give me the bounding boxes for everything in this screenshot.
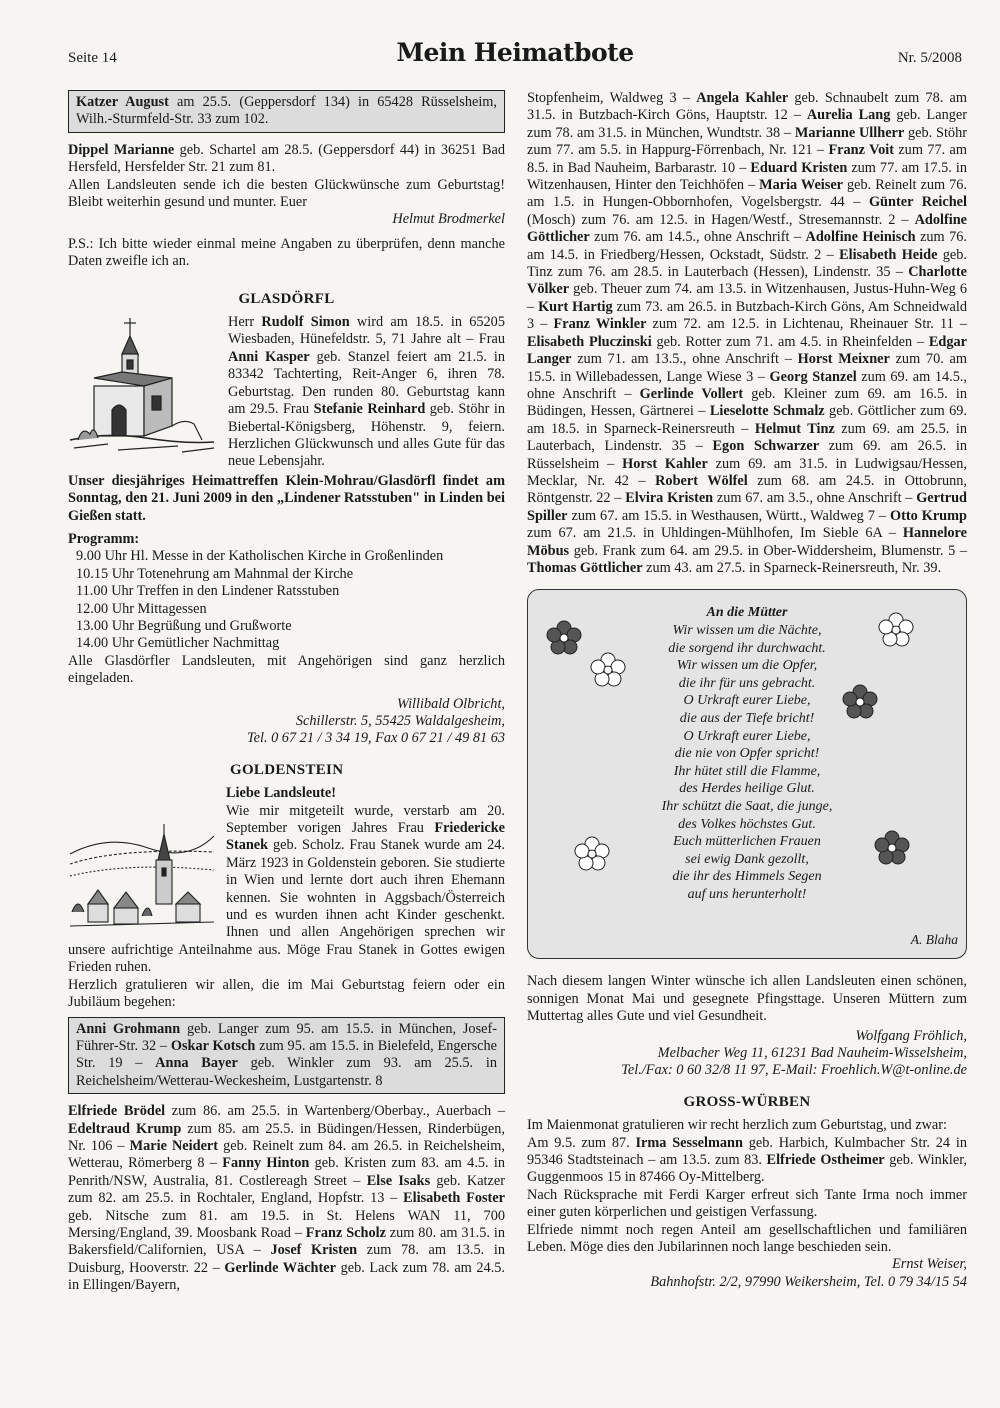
poem-line: Ihr schützt die Saat, die junge, [661, 798, 833, 814]
entry-text: geb. Kristen zum 83. am 4.5. in Penrith/NSW, Australia, 81. Costlereagh Street – [68, 1155, 506, 1189]
invite-text: Alle Glasdörfler Landsleuten, mit Angehörigen sind ganz herzlich eingeladen. [68, 652, 505, 687]
birthday-entry [68, 142, 505, 177]
poem-line: die ihr für uns gebracht. [678, 675, 816, 691]
program-item: 12.00 Uhr Mittagessen [76, 600, 207, 617]
person-name: Edeltraud Krump [68, 1120, 182, 1137]
entry-text: geb. Rotter zum 71. am 4.5. in Rheinfelden – [651, 333, 929, 350]
town-illustration [68, 804, 216, 934]
entry-text: zum 70. am 15.5. in Willebadessen, Lange Wiese 3 – [527, 351, 967, 385]
poem-box [527, 589, 967, 959]
poem [528, 604, 966, 903]
person-name: Adolfine Göttlicher [527, 211, 967, 246]
poem-author: A. Blaha [910, 931, 958, 947]
entry-text: geb. Winkler zum 93. am 25.5. in Reichelsheim/Wetterau-Weckesheim, Lustgartenstr. 8 [76, 1055, 497, 1089]
entry-text: zum 77. am 8.5. in Bad Nauheim, Barbarastr. 10 – [527, 142, 968, 176]
person-name: Irma Sesselmann [635, 1134, 743, 1151]
person-name: Anni Kasper [228, 348, 310, 365]
entry-text: geb. Reinelt zum 76. am 1.5. in Hungen-Obbornhofen, Vogelsbergstr. 44 – [527, 177, 967, 211]
person-name: Gerlinde Vollert [639, 385, 744, 402]
entry-text: geb. Katzer zum 82. am 25.5. in Rochtaler, England, Hopfstr. 13 – [68, 1172, 505, 1207]
entry-text: geb. Scholz. Frau Stanek wurde am 24. März 1923 in Goldenstein geboren. Sie studierte in Wien und lernte dort auch ihren Ehemann kennen. Sie wohnten in Aggsbach/Österreich und es wurden ihnen acht Kinder geschenkt. Ihnen und allen Angehörigen sprechen wir unsere aufrichtige Anteilnahme aus. Möge Frau Stanek in Gottes ewigen Frieden ruhen. [68, 837, 505, 976]
poem-line: die sorgend ihr durchwacht. [668, 640, 826, 656]
person-name: Günter Reichel [868, 194, 967, 211]
entry-text: geb. Reinelt zum 84. am 26.5. in Reichelsheim, Wetterau, Römerberg 8 – [68, 1137, 505, 1172]
person-name: Elisabeth Heide [839, 246, 938, 263]
entry-text: geb. Schartel am 28.5. (Geppersdorf 44) in 36251 Bad Hersfeld, Hersfelder Str. 21 zum 81. [68, 141, 505, 176]
entry-text: zum 67. am 3.5., ohne Anschrift – [713, 490, 917, 507]
right-column [527, 90, 967, 1291]
entry-text: geb. Theuer zum 74. am 13.5. in Witzenhausen, Justus-Huhn-Weg 6 – [527, 281, 967, 315]
poem-line: Ihr hütet still die Flamme, [673, 763, 821, 779]
person-name: Georg Stanzel [769, 368, 857, 385]
person-name: Charlotte Völker [527, 264, 967, 298]
person-name: Marianne Ullherr [794, 124, 905, 141]
person-name: Gertrud Spiller [527, 490, 968, 524]
entry-text: zum 76. am 14.5., ohne Anschrift – [589, 229, 806, 246]
program-item: 13.00 Uhr Begrüßung und Grußworte [76, 617, 292, 634]
program-item: 11.00 Uhr Treffen in den Lindener Ratsstuben [76, 583, 340, 600]
birthday-list [527, 90, 967, 577]
person-name: Gerlinde Wächter [224, 1259, 336, 1276]
entry-text: zum 80. am 31.5. in Bakersfield/Californien, USA – [68, 1224, 505, 1259]
person-name: Fanny Hinton [222, 1155, 310, 1172]
person-name: Friedericke Stanek [226, 820, 505, 854]
page-header [68, 38, 962, 74]
program-title: Programm: [68, 530, 140, 547]
entry-text: Am 9.5. zum 87. [527, 1134, 636, 1151]
entry-text: geb. Langer zum 78. am 31.5. in München, Wundtstr. 38 – [527, 107, 967, 141]
entry-text: zum 95. am 15.5. in Bielefeld, Engersche Str. 19 – [76, 1037, 498, 1072]
highlight-box-katzer [68, 90, 505, 133]
entry-text: Stopfenheim, Waldweg 3 – [527, 90, 697, 106]
entry-text: geb. Tinz zum 76. am 28.5. in Lauterbach (Hessen), Lindenstr. 35 – [527, 246, 968, 281]
person-name: Franz Scholz [305, 1224, 386, 1241]
signature-line: Bahnhofstr. 2/2, 97990 Weikersheim, Tel. 0 79 34/15 54 [650, 1273, 967, 1290]
entry-text: geb. Langer zum 95. am 15.5. in München, Josef-Führer-Str. 32 – [76, 1020, 497, 1054]
signature-line: Tel. 0 67 21 / 3 34 19, Fax 0 67 21 / 49 81 63 [246, 730, 505, 747]
entry-text: geb. Stöhr zum 77. am 5.5. in Happurg-Förrenbach, Nr. 121 – [527, 124, 967, 159]
entry-text: Herr [228, 314, 262, 331]
gross-intro: Im Maienmonat gratulieren wir recht herzlich zum Geburtstag, und zwar: [527, 1117, 948, 1134]
highlight-box-goldenstein [68, 1017, 505, 1095]
signature-line: Willibald Olbricht, [396, 695, 505, 712]
masthead-logo: Mein Heimatbote [396, 38, 634, 67]
entry-text: geb. Frank zum 64. am 29.5. in Ober-Widdersheim, Blumenstr. 5 – [569, 542, 967, 559]
person-name: Elisabeth Foster [403, 1190, 505, 1207]
person-name: Thomas Göttlicher [527, 559, 643, 576]
program-item: 14.00 Uhr Gemütlicher Nachmittag [76, 635, 280, 652]
entry-text: zum 69. am 31.5. in Ludwigsau/Hessen, Mecklar, Nr. 42 – [527, 455, 967, 489]
entry-text: geb. Stöhr in Biebertal-Königsberg, Höhenstr. 9, feiern. Herzlichen Glückwunsch und alles Gute für das neue Lebensjahr. [228, 401, 505, 470]
person-name: Aurelia Lang [806, 107, 891, 124]
person-name: Anni Grohmann [76, 1020, 181, 1037]
person-name: Egon Schwarzer [712, 438, 820, 455]
person-name: Maria Weiser [759, 177, 844, 194]
poem-line: auf uns herunterholt! [687, 886, 807, 902]
person-name: Elvira Kristen [625, 490, 714, 507]
person-name: Franz Winkler [553, 316, 647, 333]
person-name: Dippel Marianne [68, 141, 175, 158]
poem-line: die nie von Opfer spricht! [674, 746, 820, 762]
entry-text: geb. Göttlicher zum 69. am 18.5. in Sparneck-Reinersreuth – [527, 403, 967, 437]
section-title-glasdoerfl: GLASDÖRFL [238, 290, 335, 307]
signature-line: Wolfgang Fröhlich, [855, 1027, 967, 1044]
entry-text: zum 68. am 24.5. in Ottobrunn, Röntgenstr. 22 – [527, 472, 967, 507]
signature-froehlich [527, 1028, 967, 1080]
person-name: Rudolf Simon [261, 314, 350, 331]
person-name: Adolfine Heinisch [805, 229, 916, 246]
person-name: Elfriede Ostheimer [766, 1152, 885, 1169]
poem-line: die aus der Tiefe bricht! [679, 710, 815, 726]
signature-line: Tel./Fax: 0 60 32/8 11 97, E-Mail: Froehlich.W@t-online.de [621, 1062, 967, 1079]
section-title-gross-wuerben: GROSS-WÜRBEN [683, 1093, 811, 1110]
entry-text: zum 69. am 26.5. in Rüsselsheim – [527, 438, 967, 472]
person-name: Anna Bayer [155, 1055, 238, 1072]
person-name: Stefanie Reinhard [313, 401, 426, 418]
poem-line: des Volkes höchstes Gut. [678, 816, 816, 832]
person-name: Oskar Kotsch [170, 1037, 256, 1054]
congrats-intro: Herzlich gratulieren wir allen, die im Mai Geburtstag feiern oder ein Jubiläum begehen: [68, 976, 505, 1011]
entry-text: zum 69. am 14.5., ohne Anschrift – [527, 368, 967, 402]
entry-text: geb. Winkler, Guggenmoos 15 in 87466 Oy-Mittelberg. [527, 1152, 967, 1186]
poem-line: O Urkraft eurer Liebe, [683, 693, 811, 709]
entry-text: am 25.5. (Geppersdorf 134) in 65428 Rüsselsheim, Wilh.-Sturmfeld-Str. 33 zum 102. [76, 94, 497, 128]
birthday-entry [76, 94, 497, 129]
signature-olbricht [68, 696, 505, 748]
person-name: Elisabeth Pluczinski [527, 333, 652, 350]
postscript: P.S.: Ich bitte wieder einmal meine Angaben zu überprüfen, denn manche Daten zweifle ich an. [68, 235, 505, 270]
program-item: 9.00 Uhr Hl. Messe in der Katholischen Kirche in Großenlinden [76, 548, 444, 565]
signature-line: Schillerstr. 5, 55425 Waldalgesheim, [295, 713, 505, 729]
person-name: Otto Krump [889, 507, 967, 524]
poem-title: An die Mütter [706, 605, 788, 621]
entry-text: zum 73. am 26.5. in Butzbach-Kirch Göns, Am Schneidwald 3 – [527, 298, 967, 333]
entry-text: zum 72. am 12.5. in Lichtenau, Rheinauer Str. 11 – [646, 316, 967, 333]
greeting-text: Allen Landsleuten sende ich die besten Glückwünsche zum Geburtstag! Bleibt weiterhin gesund und munter. Euer [68, 176, 505, 211]
poem-line: Wir wissen um die Nächte, [672, 622, 822, 638]
person-name: Katzer August [76, 94, 169, 110]
section-title-goldenstein: GOLDENSTEIN [230, 761, 344, 778]
poem-line: sei ewig Dank gezollt, [685, 851, 809, 867]
program-list [68, 548, 505, 652]
entry-text: zum 86. am 25.5. in Wartenberg/Oberbay., Auerbach – [165, 1103, 505, 1120]
person-name: Josef Kristen [270, 1242, 358, 1259]
signature-line: Ernst Weiser, [892, 1256, 967, 1273]
gross-text: Elfriede nimmt noch regen Anteil am gesellschaftlichen und familiären Leben. Möge dies den Jubilarinnen noch lange beschieden sein. [527, 1221, 967, 1256]
person-name: Marie Neidert [129, 1137, 219, 1154]
entry-text: zum 77. am 17.5. in Witzenhausen, Hinter den Teichhöfen – [527, 159, 967, 194]
person-name: Edgar Langer [527, 333, 967, 368]
entry-text: zum 76. am 14.5. in Friedberg/Hessen, Ockstadt, Südstr. 2 – [527, 229, 967, 263]
salutation: Liebe Landsleute! [226, 785, 337, 802]
entry-text: zum 67. am 21.5. in Uhldingen-Mühlhofen, Im Sieble 6A – [527, 525, 903, 542]
poem-line: des Herdes heilige Glut. [679, 781, 815, 797]
birthday-entry [76, 1021, 497, 1091]
left-column [68, 90, 505, 1295]
closing-text: Nach diesem langen Winter wünsche ich allen Landsleuten einen schönen, sonnigen Monat Mai und gesegnete Pfingsttage. Unseren Müttern zum Muttertag alles Gute und viel Gesundheit. [527, 973, 967, 1025]
entry-text: geb. Lack zum 78. am 24.5. in Ellingen/Bayern, [68, 1259, 506, 1294]
gross-text: Nach Rücksprache mit Ferdi Karger erfreut sich Tante Irma noch immer einer guten körperlichen und geistigen Verfassung. [527, 1186, 967, 1221]
person-name: Horst Meixner [797, 351, 890, 368]
page-number: Seite 14 [68, 50, 117, 66]
entry-text: zum 78. am 13.5. in Duisburg, Hooverstr. 22 – [68, 1242, 505, 1276]
person-name: Else Isaks [366, 1172, 431, 1189]
meeting-announcement: Unser diesjähriges Heimattreffen Klein-Mohrau/Glasdörfl findet am Sonntag, den 21. Juni 2009 in den „Lindener Ratsstuben" in Linden bei Gießen statt. [68, 472, 505, 524]
entry-text: geb. Harbich, Kulmbacher Str. 24 in 95346 Stadtsteinach – am 13.5. zum 83. [527, 1134, 967, 1169]
entry-text: (Mosch) zum 76. am 12.5. in Hagen/Westf., Stresemannstr. 2 – [527, 211, 915, 228]
entry-text: geb. Nitsche zum 81. am 19.5. in St. Helens WAN 11, 700 Mersing/England, 39. Moosbank Road – [68, 1207, 505, 1241]
entry-text: geb. Schnaubelt zum 78. am 31.5. in Butzbach-Kirch Göns, Hauptstr. 12 – [527, 90, 967, 124]
person-name: Lieselotte Schmalz [709, 403, 825, 420]
poem-line: Wir wissen um die Opfer, [676, 658, 818, 674]
signature-line: Melbacher Weg 11, 61231 Bad Nauheim-Wisselsheim, [657, 1045, 967, 1061]
entry-text: zum 71. am 13.5., ohne Anschrift – [571, 351, 798, 368]
person-name: Hannelore Möbus [527, 525, 967, 559]
entry-text: Wie mir mitgeteilt wurde, verstarb am 20. September vorigen Jahres Frau [226, 802, 505, 837]
program-item: 10.15 Uhr Totenehrung am Mahnmal der Kirche [76, 565, 354, 582]
signature: Helmut Brodmerkel [392, 211, 505, 228]
person-name: Kurt Hartig [538, 298, 613, 315]
person-name: Helmut Tinz [754, 420, 835, 437]
entry-text: zum 43. am 27.5. in Sparneck-Reinersreuth, Nr. 39. [642, 559, 942, 576]
person-name: Horst Kahler [622, 455, 708, 472]
chapel-illustration [68, 314, 216, 458]
poem-line: O Urkraft eurer Liebe, [683, 728, 811, 744]
person-name: Eduard Kristen [750, 159, 848, 176]
entry-text: zum 85. am 25.5. in Büdingen/Hessen, Rinderbügen, Nr. 106 – [68, 1120, 505, 1154]
person-name: Elfriede Brödel [68, 1103, 166, 1120]
person-name: Robert Wölfel [655, 472, 748, 489]
person-name: Franz Voit [828, 142, 894, 159]
person-name: Angela Kahler [696, 90, 789, 106]
entry-text: geb. Kleiner zum 69. am 16.5. in Büdingen, Hessen, Gärtnerei – [527, 385, 967, 420]
issue-number: Nr. 5/2008 [897, 50, 962, 66]
birthday-entry [527, 1135, 967, 1187]
entry-text: geb. Stanzel feiert am 21.5. in 83342 Tachterting, Reit-Anger 6, ihren 78. Geburtstag. Den runden 80. Geburtstag kann am 29.5. Frau [228, 348, 505, 418]
goldenstein-section [68, 762, 505, 977]
birthday-list [68, 1103, 505, 1294]
entry-text: wird am 18.5. in 65205 Wiesbaden, Hünefeldstr. 5, 71 Jahre alt – Frau [228, 314, 505, 348]
entry-text: zum 69. am 25.5. in Lauterbach, Lindenstr. 35 – [527, 420, 967, 455]
poem-line: Euch mütterlichen Frauen [673, 834, 821, 850]
entry-text: zum 67. am 15.5. in Westhausen, Württ., Waldweg 7 – [567, 507, 890, 524]
glasdoerfl-entries [68, 314, 505, 471]
poem-line: die ihr des Himmels Segen [672, 869, 822, 885]
signature-weiser [527, 1256, 967, 1291]
